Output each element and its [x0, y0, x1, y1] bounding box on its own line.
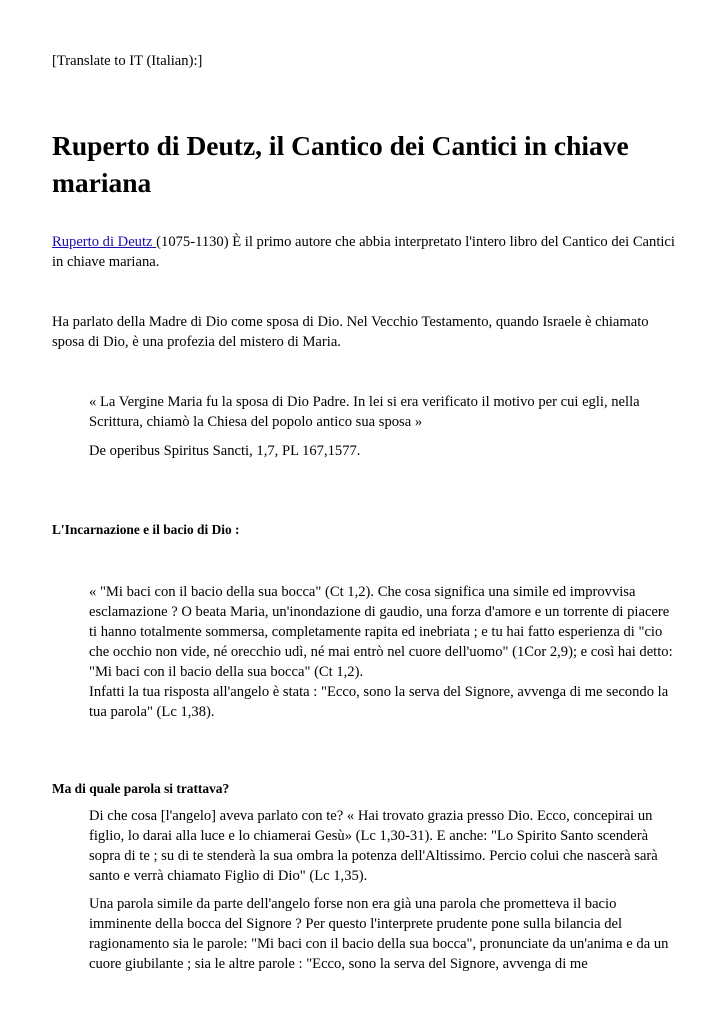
page-title: Ruperto di Deutz, il Cantico dei Cantici in chiave mariana — [52, 130, 629, 198]
author-link[interactable]: Ruperto di Deutz — [52, 234, 157, 250]
intro-paragraph — [52, 232, 677, 272]
paragraph-madre-di-dio: Ha parlato della Madre di Dio come sposa di Dio. Nel Vecchio Testamento, quando Israele è chiamato sposa di Dio, è una profezia del mistero di Maria. — [52, 314, 649, 350]
quote-risposta-angelo: Infatti la tua risposta all'angelo è stata : "Ecco, sono la serva del Signore, avvenga di me secondo la tua parola" (Lc 1,38). — [89, 684, 669, 720]
quote-mi-baci: « "Mi baci con il bacio della sua bocca" (Ct 1,2). Che cosa significa una simile ed improvvisa esclamazione ? O beata Maria, un'inondazione di gaudio, una forza d'amore e un torrente di piacere ti hanno totalmente sommersa, completamente rapita ed inebriata ; e tu hai fatto esperienza di "cio che occhio non vide, né orecchio udì, né mai entrò nel cuore dell'uomo" (1Cor 2,9); e così hai detto: "Mi baci con il bacio della sua bocca" (Ct 1,2). — [89, 584, 673, 680]
citation-de-operibus: De operibus Spiritus Sancti, 1,7, PL 167,1577. — [89, 443, 361, 459]
quote-parola-simile: Una parola simile da parte dell'angelo forse non era già una parola che prometteva il bacio imminente della bocca del Signore ? Per questo l'interprete prudente pone sulla bilancia del ragionamento sia le parole: "Mi baci con il bacio della sua bocca", pronunciate da un'anima e da un cuore giubilante ; sia le altre parole : "Ecco, sono la serva del Signore, avvenga di me — [89, 896, 669, 972]
quote-angelo-parlato: Di che cosa [l'angelo] aveva parlato con te? « Hai trovato grazia presso Dio. Ecco, concepirai un figlio, lo darai alla luce e lo chiamerai Gesù» (Lc 1,30-31). E anche: "Lo Spirito Santo scenderà sopra di te ; su di te stenderà la sua ombra la potenza dell'Altissimo. Percio colui che nascerà sarà santo e verrà chiamato Figlio di Dio" (Lc 1,35). — [89, 808, 658, 884]
quote-vergine-maria: « La Vergine Maria fu la sposa di Dio Padre. In lei si era verificato il motivo per cui egli, nella Scrittura, chiamò la Chiesa del popolo antico sua sposa » — [89, 394, 640, 430]
section-heading-incarnazione: L'Incarnazione e il bacio di Dio : — [52, 522, 240, 537]
section-heading-parola: Ma di quale parola si trattava? — [52, 781, 230, 796]
intro-text: (1075-1130) È il primo autore che abbia interpretato l'intero libro del Cantico dei Cantici in chiave mariana. — [52, 234, 675, 270]
translate-note: [Translate to IT (Italian):] — [52, 53, 203, 69]
